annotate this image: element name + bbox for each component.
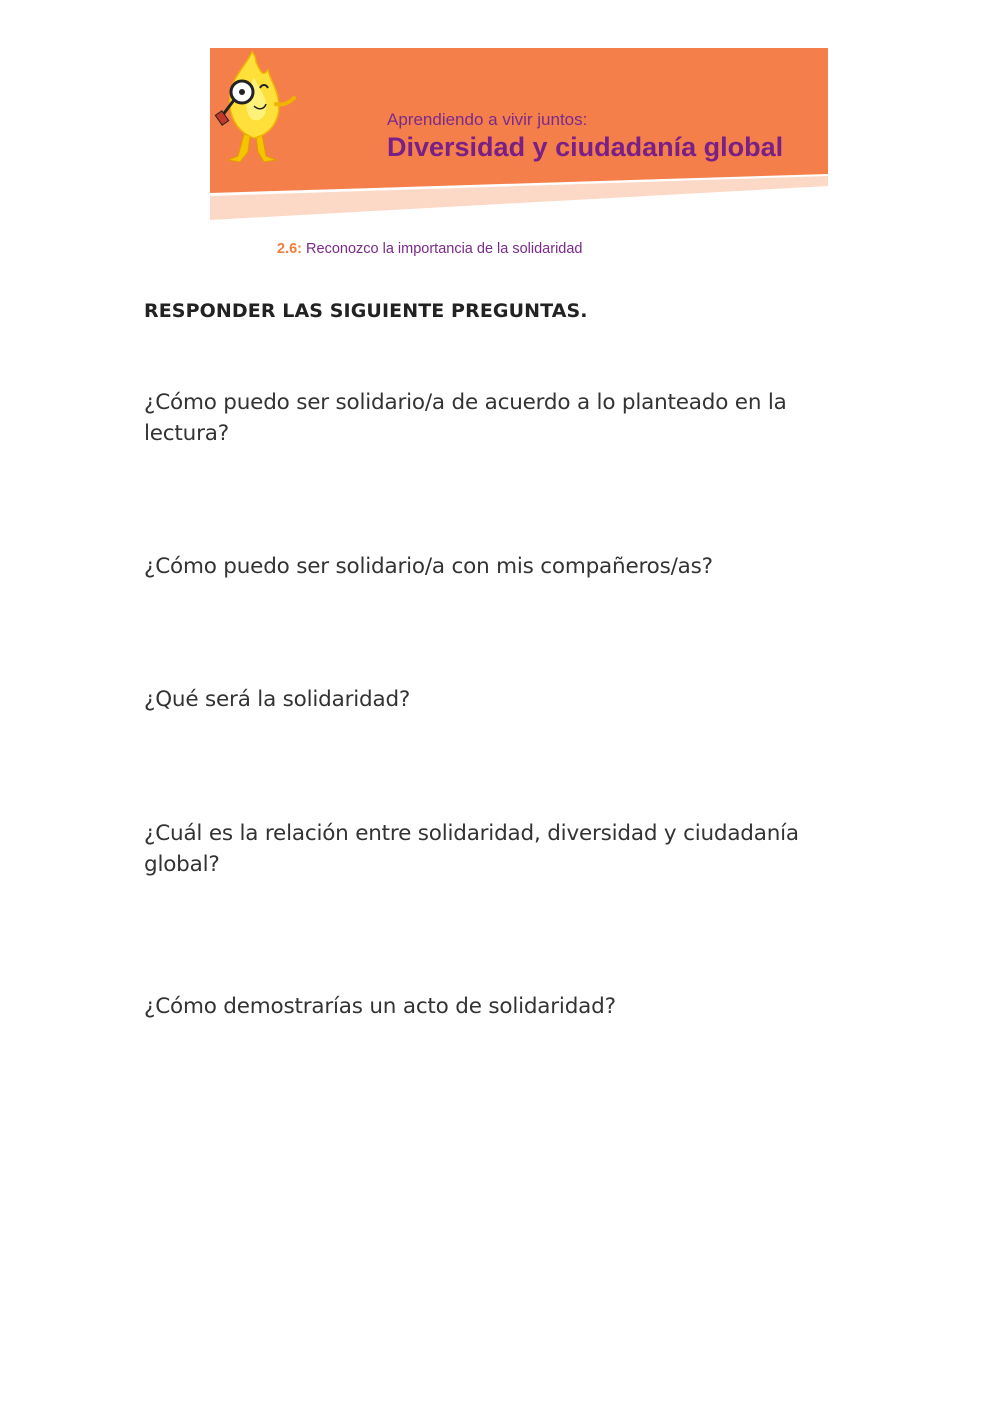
banner-title: Diversidad y ciudadanía global <box>387 132 784 162</box>
flame-mascot-with-magnifier-icon <box>210 48 302 166</box>
question-5: ¿Cómo demostrarías un acto de solidaridad? <box>144 994 616 1019</box>
question-2: ¿Cómo puedo ser solidario/a con mis compañeros/as? <box>144 554 713 579</box>
question-3: ¿Qué será la solidaridad? <box>144 687 411 712</box>
question-4: ¿Cuál es la relación entre solidaridad, diversidad y ciudadanía global? <box>144 821 799 877</box>
header-banner <box>210 48 828 228</box>
question-1: ¿Cómo puedo ser solidario/a de acuerdo a lo planteado en la lectura? <box>144 390 787 446</box>
instruction-heading: RESPONDER LAS SIGUIENTE PREGUNTAS. <box>144 300 588 322</box>
lesson-text: Reconozco la importancia de la solidaridad <box>302 241 583 257</box>
banner-subtitle: Aprendiendo a vivir juntos: <box>387 110 588 129</box>
lesson-code: 2.6: <box>277 241 302 257</box>
lesson-objective <box>277 241 583 257</box>
